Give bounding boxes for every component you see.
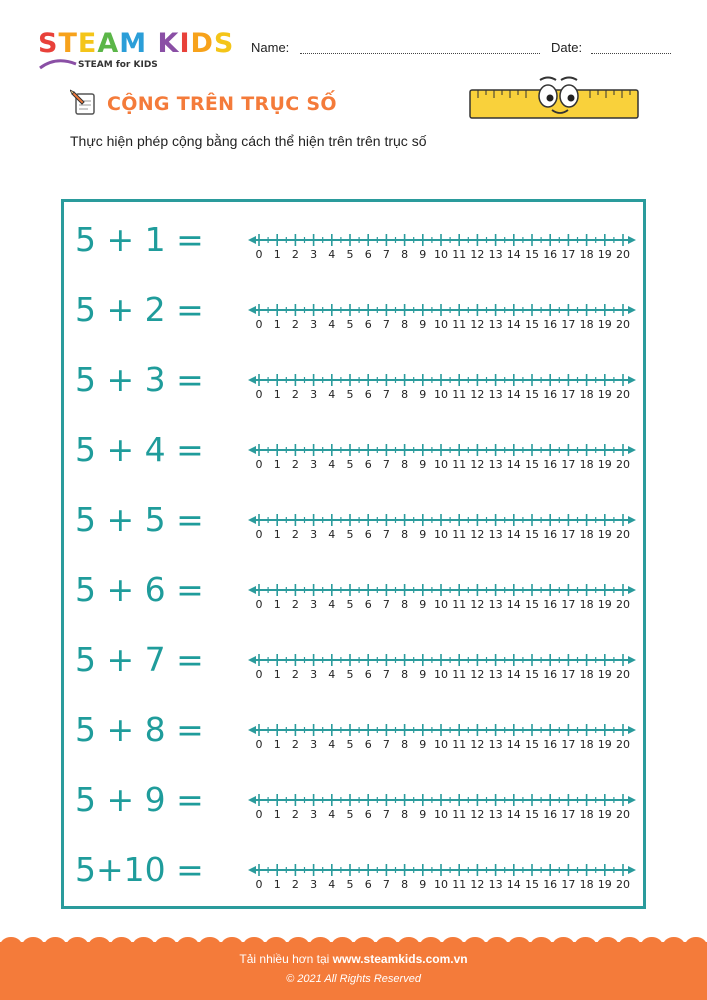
right-arrow-icon	[628, 446, 636, 454]
tick-label: 15	[525, 388, 539, 401]
problem-row	[64, 768, 644, 838]
tick-label: 17	[561, 458, 576, 471]
problem-row	[64, 488, 644, 558]
right-arrow-icon	[628, 376, 636, 384]
tick-label: 20	[616, 878, 630, 891]
tick-label: 1	[273, 738, 281, 751]
tick-label: 11	[452, 668, 467, 681]
tick-label: 11	[452, 458, 467, 471]
tick-label: 15	[525, 528, 539, 541]
tick-label: 13	[488, 808, 503, 821]
tick-label: 10	[434, 318, 448, 331]
right-arrow-icon	[628, 516, 636, 524]
tick-label: 11	[452, 248, 467, 261]
number-line[interactable]	[247, 578, 637, 618]
tick-label: 15	[525, 878, 539, 891]
right-arrow-icon	[628, 796, 636, 804]
tick-label: 0	[255, 668, 263, 681]
tick-label: 13	[488, 738, 503, 751]
tick-label: 16	[543, 808, 558, 821]
tick-label: 0	[255, 528, 263, 541]
number-line[interactable]	[247, 508, 637, 548]
tick-label: 1	[273, 248, 281, 261]
date-label: Date:	[551, 40, 583, 55]
number-line[interactable]	[247, 718, 637, 758]
tick-label: 11	[452, 878, 467, 891]
tick-label: 4	[328, 808, 336, 821]
tick-label: 9	[419, 738, 427, 751]
worksheet-title: CỘNG TRÊN TRỤC SỐ	[107, 93, 337, 115]
right-arrow-icon	[628, 236, 636, 244]
tick-label: 10	[434, 598, 448, 611]
tick-label: 13	[488, 878, 503, 891]
tick-label: 2	[291, 528, 299, 541]
tick-label: 10	[434, 878, 448, 891]
tick-label: 18	[579, 738, 594, 751]
tick-label: 0	[255, 738, 263, 751]
tick-label: 5	[346, 248, 354, 261]
tick-label: 16	[543, 318, 558, 331]
tick-label: 18	[579, 808, 594, 821]
tick-label: 6	[364, 598, 372, 611]
tick-label: 19	[597, 318, 612, 331]
tick-label: 14	[506, 878, 521, 891]
tick-label: 9	[419, 668, 427, 681]
equation-text: 5 + 4 =	[75, 430, 204, 469]
tick-label: 16	[543, 248, 558, 261]
equation-text: 5 + 9 =	[75, 780, 204, 819]
tick-label: 17	[561, 248, 576, 261]
tick-label: 11	[452, 528, 467, 541]
tick-label: 1	[273, 808, 281, 821]
tick-label: 19	[597, 668, 612, 681]
tick-label: 3	[310, 808, 318, 821]
tick-label: 7	[382, 248, 390, 261]
tick-label: 18	[579, 598, 594, 611]
tick-label: 17	[561, 668, 576, 681]
tick-label: 12	[470, 668, 485, 681]
tick-label: 8	[401, 738, 409, 751]
tick-label: 16	[543, 528, 558, 541]
tick-label: 15	[525, 248, 539, 261]
tick-label: 17	[561, 528, 576, 541]
tick-label: 18	[579, 528, 594, 541]
tick-label: 7	[382, 738, 390, 751]
tick-label: 2	[291, 248, 299, 261]
left-arrow-icon	[248, 656, 256, 664]
tick-label: 16	[543, 668, 558, 681]
tick-label: 8	[401, 318, 409, 331]
tick-label: 2	[291, 388, 299, 401]
problem-row	[64, 208, 644, 278]
right-arrow-icon	[628, 866, 636, 874]
tick-label: 11	[452, 318, 467, 331]
tick-label: 12	[470, 808, 485, 821]
tick-label: 16	[543, 388, 558, 401]
tick-label: 16	[543, 598, 558, 611]
number-line[interactable]	[247, 368, 637, 408]
tick-label: 19	[597, 248, 612, 261]
tick-label: 11	[452, 598, 467, 611]
tick-label: 6	[364, 738, 372, 751]
tick-label: 9	[419, 388, 427, 401]
tick-label: 19	[597, 388, 612, 401]
tick-label: 3	[310, 738, 318, 751]
tick-label: 5	[346, 808, 354, 821]
tick-label: 10	[434, 388, 448, 401]
tick-label: 0	[255, 318, 263, 331]
tick-label: 14	[506, 808, 521, 821]
tick-label: 17	[561, 598, 576, 611]
tick-label: 15	[525, 458, 539, 471]
tick-label: 2	[291, 738, 299, 751]
equation-text: 5 + 7 =	[75, 640, 204, 679]
tick-label: 8	[401, 808, 409, 821]
equation-text: 5 + 8 =	[75, 710, 204, 749]
tick-label: 16	[543, 458, 558, 471]
tick-label: 3	[310, 458, 318, 471]
problem-row	[64, 838, 644, 908]
tick-label: 10	[434, 738, 448, 751]
tick-label: 5	[346, 318, 354, 331]
problem-row	[64, 418, 644, 488]
name-label: Name:	[251, 40, 290, 55]
tick-label: 9	[419, 598, 427, 611]
left-arrow-icon	[248, 446, 256, 454]
tick-label: 20	[616, 318, 630, 331]
tick-label: 6	[364, 528, 372, 541]
tick-label: 17	[561, 318, 576, 331]
tick-label: 2	[291, 598, 299, 611]
logo-wordmark: STEAM KIDS	[38, 28, 235, 59]
tick-label: 9	[419, 458, 427, 471]
tick-label: 8	[401, 248, 409, 261]
tick-label: 7	[382, 528, 390, 541]
tick-label: 2	[291, 808, 299, 821]
tick-label: 1	[273, 668, 281, 681]
footer-band	[0, 942, 707, 1000]
tick-label: 15	[525, 668, 539, 681]
tick-label: 14	[506, 598, 521, 611]
tick-label: 12	[470, 878, 485, 891]
tick-label: 15	[525, 808, 539, 821]
tick-label: 7	[382, 878, 390, 891]
tick-label: 17	[561, 878, 576, 891]
tick-label: 2	[291, 318, 299, 331]
problem-row	[64, 628, 644, 698]
tick-label: 11	[452, 738, 467, 751]
tick-label: 1	[273, 598, 281, 611]
tick-label: 6	[364, 248, 372, 261]
tick-label: 13	[488, 528, 503, 541]
problem-row	[64, 558, 644, 628]
logo-swoosh-icon	[38, 58, 78, 72]
tick-label: 16	[543, 878, 558, 891]
tick-label: 4	[328, 598, 336, 611]
tick-label: 1	[273, 458, 281, 471]
tick-label: 15	[525, 598, 539, 611]
left-arrow-icon	[248, 236, 256, 244]
tick-label: 1	[273, 878, 281, 891]
tick-label: 13	[488, 598, 503, 611]
steam-kids-logo	[38, 30, 238, 80]
tick-label: 6	[364, 458, 372, 471]
left-arrow-icon	[248, 306, 256, 314]
tick-label: 12	[470, 598, 485, 611]
tick-label: 10	[434, 248, 448, 261]
tick-label: 12	[470, 318, 485, 331]
tick-label: 8	[401, 458, 409, 471]
left-arrow-icon	[248, 586, 256, 594]
tick-label: 18	[579, 458, 594, 471]
logo-tagline: STEAM for KIDS	[78, 60, 158, 70]
tick-label: 20	[616, 668, 630, 681]
tick-label: 4	[328, 738, 336, 751]
equation-text: 5 + 6 =	[75, 570, 204, 609]
tick-label: 15	[525, 318, 539, 331]
date-field[interactable]	[591, 53, 671, 54]
footer-download-text	[0, 952, 707, 966]
tick-label: 7	[382, 458, 390, 471]
number-line[interactable]	[247, 648, 637, 688]
tick-label: 6	[364, 318, 372, 331]
tick-label: 13	[488, 248, 503, 261]
number-line[interactable]	[247, 858, 637, 898]
tick-label: 7	[382, 318, 390, 331]
equation-text: 5 + 1 =	[75, 220, 204, 259]
tick-label: 3	[310, 878, 318, 891]
tick-label: 3	[310, 528, 318, 541]
tick-label: 7	[382, 388, 390, 401]
tick-label: 0	[255, 598, 263, 611]
tick-label: 8	[401, 878, 409, 891]
tick-label: 14	[506, 248, 521, 261]
tick-label: 12	[470, 458, 485, 471]
tick-label: 12	[470, 738, 485, 751]
tick-label: 8	[401, 668, 409, 681]
tick-label: 19	[597, 458, 612, 471]
number-line[interactable]	[247, 788, 637, 828]
tick-label: 20	[616, 738, 630, 751]
right-arrow-icon	[628, 726, 636, 734]
tick-label: 6	[364, 668, 372, 681]
left-arrow-icon	[248, 726, 256, 734]
tick-label: 0	[255, 808, 263, 821]
tick-label: 19	[597, 528, 612, 541]
problem-row	[64, 278, 644, 348]
tick-label: 18	[579, 248, 594, 261]
tick-label: 7	[382, 808, 390, 821]
tick-label: 3	[310, 248, 318, 261]
tick-label: 17	[561, 388, 576, 401]
tick-label: 5	[346, 738, 354, 751]
problem-row	[64, 698, 644, 768]
tick-label: 12	[470, 528, 485, 541]
tick-label: 3	[310, 318, 318, 331]
number-line[interactable]	[247, 228, 637, 268]
tick-label: 20	[616, 458, 630, 471]
tick-label: 20	[616, 598, 630, 611]
tick-label: 4	[328, 878, 336, 891]
tick-label: 20	[616, 248, 630, 261]
tick-label: 11	[452, 808, 467, 821]
tick-label: 7	[382, 598, 390, 611]
tick-label: 14	[506, 388, 521, 401]
tick-label: 12	[470, 248, 485, 261]
tick-label: 13	[488, 388, 503, 401]
tick-label: 16	[543, 738, 558, 751]
tick-label: 13	[488, 668, 503, 681]
number-line[interactable]	[247, 298, 637, 338]
tick-label: 19	[597, 878, 612, 891]
tick-label: 13	[488, 318, 503, 331]
tick-label: 3	[310, 668, 318, 681]
right-arrow-icon	[628, 656, 636, 664]
tick-label: 3	[310, 598, 318, 611]
tick-label: 19	[597, 808, 612, 821]
tick-label: 6	[364, 878, 372, 891]
equation-text: 5 + 2 =	[75, 290, 204, 329]
tick-label: 9	[419, 528, 427, 541]
name-field[interactable]	[300, 53, 540, 54]
tick-label: 19	[597, 738, 612, 751]
tick-label: 9	[419, 318, 427, 331]
problems-box	[61, 199, 646, 909]
right-arrow-icon	[628, 586, 636, 594]
tick-label: 14	[506, 668, 521, 681]
tick-label: 17	[561, 738, 576, 751]
tick-label: 2	[291, 878, 299, 891]
equation-text: 5+10 =	[75, 850, 204, 889]
tick-label: 0	[255, 878, 263, 891]
tick-label: 4	[328, 388, 336, 401]
tick-label: 5	[346, 598, 354, 611]
tick-label: 0	[255, 248, 263, 261]
ruler-mascot-icon	[468, 72, 640, 122]
tick-label: 1	[273, 528, 281, 541]
tick-label: 10	[434, 808, 448, 821]
tick-label: 0	[255, 388, 263, 401]
tick-label: 9	[419, 248, 427, 261]
tick-label: 8	[401, 598, 409, 611]
tick-label: 4	[328, 668, 336, 681]
equation-text: 5 + 3 =	[75, 360, 204, 399]
tick-label: 4	[328, 458, 336, 471]
tick-label: 10	[434, 458, 448, 471]
tick-label: 18	[579, 388, 594, 401]
tick-label: 3	[310, 388, 318, 401]
tick-label: 11	[452, 388, 467, 401]
tick-label: 20	[616, 388, 630, 401]
tick-label: 4	[328, 248, 336, 261]
tick-label: 9	[419, 808, 427, 821]
footer-website-link[interactable]: www.steamkids.com.vn	[332, 952, 468, 966]
tick-label: 18	[579, 318, 594, 331]
tick-label: 15	[525, 738, 539, 751]
tick-label: 7	[382, 668, 390, 681]
tick-label: 5	[346, 668, 354, 681]
tick-label: 0	[255, 458, 263, 471]
tick-label: 14	[506, 318, 521, 331]
instruction-text: Thực hiện phép cộng bằng cách thể hiện trên trên trục số	[70, 133, 427, 149]
tick-label: 14	[506, 528, 521, 541]
right-arrow-icon	[628, 306, 636, 314]
pencil-paper-icon	[70, 88, 100, 118]
tick-label: 5	[346, 388, 354, 401]
tick-label: 20	[616, 528, 630, 541]
tick-label: 14	[506, 738, 521, 751]
tick-label: 9	[419, 878, 427, 891]
tick-label: 5	[346, 878, 354, 891]
tick-label: 2	[291, 458, 299, 471]
tick-label: 14	[506, 458, 521, 471]
tick-label: 10	[434, 668, 448, 681]
tick-label: 2	[291, 668, 299, 681]
tick-label: 10	[434, 528, 448, 541]
tick-label: 5	[346, 528, 354, 541]
tick-label: 20	[616, 808, 630, 821]
tick-label: 19	[597, 598, 612, 611]
tick-label: 6	[364, 388, 372, 401]
tick-label: 4	[328, 318, 336, 331]
footer-copyright: © 2021 All Rights Reserved	[286, 973, 421, 985]
tick-label: 18	[579, 878, 594, 891]
tick-label: 8	[401, 528, 409, 541]
tick-label: 8	[401, 388, 409, 401]
left-arrow-icon	[248, 376, 256, 384]
number-line[interactable]	[247, 438, 637, 478]
tick-label: 6	[364, 808, 372, 821]
tick-label: 1	[273, 388, 281, 401]
tick-label: 13	[488, 458, 503, 471]
tick-label: 4	[328, 528, 336, 541]
tick-label: 12	[470, 388, 485, 401]
left-arrow-icon	[248, 866, 256, 874]
tick-label: 17	[561, 808, 576, 821]
equation-text: 5 + 5 =	[75, 500, 204, 539]
footer-prefix: Tải nhiều hơn tại	[239, 952, 333, 966]
left-arrow-icon	[248, 796, 256, 804]
problem-row	[64, 348, 644, 418]
tick-label: 18	[579, 668, 594, 681]
tick-label: 5	[346, 458, 354, 471]
left-arrow-icon	[248, 516, 256, 524]
tick-label: 1	[273, 318, 281, 331]
